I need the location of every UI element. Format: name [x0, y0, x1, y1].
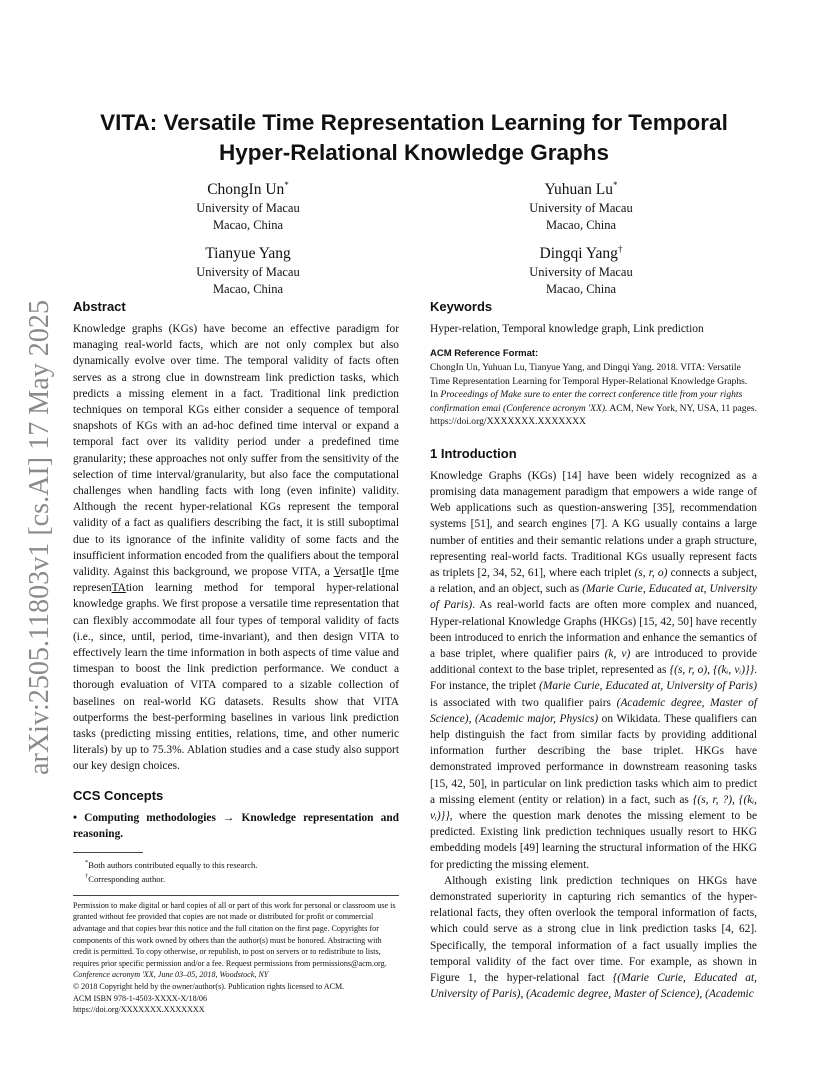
footnotes [73, 852, 258, 885]
footnote-mark: * [85, 859, 89, 867]
ccs-heading: CCS Concepts [73, 787, 164, 803]
arxiv-stamp [4, 300, 66, 775]
conference-line: Conference acronym 'XX, June 03–05, 2018, Woodstock, NY [73, 970, 269, 980]
copyright-line: © 2018 Copyright held by the owner/author(s). Publication rights licensed to ACM. [73, 981, 345, 991]
author-location: Macao, China [545, 281, 617, 296]
acm-reference-venue: Proceedings of Make sure to enter the correct conference title from your rights confirmation emai (Conference acronym 'XX). [430, 389, 743, 414]
author-block [461, 175, 701, 233]
doi-line: https://doi.org/XXXXXXX.XXXXXXX [73, 1005, 205, 1015]
author-name: ChongIn Un [207, 181, 285, 199]
text-run: Knowledge Graphs (KGs) [14] have been widely recognized as a promising data management paradigm that empowers a wide range of Web applications such as question-answering [35], recommendation systems [51], and search engines [7]. A KG usually contains a large number of entities and their semantic relations under a graph structure, representing real-world facts. Traditional KGs usually represent facts as triplets [2, 34, 52, 61], where each triplet [430, 469, 757, 579]
author-name: Yuhuan Lu [544, 181, 613, 199]
keywords-text: Hyper-relation, Temporal knowledge graph, Link prediction [430, 323, 704, 335]
acm-reference-text [430, 361, 757, 429]
author-mark: † [617, 244, 623, 254]
text-run: is associated with two qualifier pairs [430, 696, 617, 709]
acm-reference-publisher: ACM, New York, NY, USA, 11 pages. https://doi.org/XXXXXXX.XXXXXXX [430, 402, 757, 428]
title-line-2: Hyper-Relational Knowledge Graphs [218, 140, 610, 165]
abstract-heading: Abstract [73, 299, 126, 314]
footnote [73, 871, 166, 885]
permission-text: Permission to make digital or hard copies of all or part of this work for personal or classroom use is granted without fee provided that copies are not made or distributed for profit or commercial advantage and that copies bear this notice and the full citation on the first page. Copyrights for components of this work owned by others than the author(s) must be honored. Abstracting with credit is permitted. To copy otherwise, or republish, to post on servers or to redistribute to lists, requires prior specific permission and/or a fee. Request permissions from permissions@acm.org. [73, 900, 396, 968]
italic-run: (s, r, o) [634, 566, 668, 579]
paper-title [70, 108, 758, 168]
isbn-line: ACM ISBN 978-1-4503-XXXX-X/18/06 [73, 993, 207, 1003]
text-run: Although existing link prediction techniques on HKGs have demonstrated superiority in capturing rich semantics of the hyper-relational facts, they often overlook the temporal information of facts, which could serve as a strong clue in link prediction tasks [4, 62]. Specifically, the temporal information of a fact usually implies the temporal validity of the fact over time. For example, as shown in Figure 1, the hyper-relational fact [430, 874, 757, 984]
text-run: . As real-world facts are often more complex and nuanced, Hyper-relational Knowledge Graphs (HKGs) [15, 42, 50] have recently been introduced to enrich the information and enhance the semantics of a base triplet, where qualifier pairs [430, 599, 757, 660]
text-run: on Wikidata. These qualifiers can help distinguish the fact from similar facts by providing additional information further describing the base triplet. HKGs have demonstrated improved performance in downstream reasoning tasks [15, 42, 50], in particular on link prediction tasks which aim to predict a missing element (entity or relation) in a fact, such as [430, 712, 757, 806]
author-affiliation: University of Macau [529, 201, 633, 216]
acm-reference-citation: ChongIn Un, Yuhuan Lu, Tianyue Yang, and Dingqi Yang. 2018. VITA: Versatile Time Representation Learning for Temporal Hyper-Relational Knowledge Graphs. In [430, 362, 748, 401]
author-mark: * [612, 180, 618, 190]
vita-name-part: le t [365, 566, 382, 579]
keywords-heading: Keywords [430, 299, 493, 314]
vita-name-part: me represen [73, 566, 399, 595]
author-location: Macao, China [212, 217, 284, 232]
author-mark: * [284, 180, 289, 190]
text-run: , where the question mark denotes the missing element to be predicted. Existing link prediction techniques usually resort to HKG embedding models [49] learning the structural information of the HKG for predicting the missing element. [430, 809, 757, 871]
author-location: Macao, China [545, 217, 617, 232]
italic-run: (Marie Curie, Educated at, University of Paris) [539, 680, 757, 693]
footnote-mark: † [85, 872, 89, 880]
acm-reference-heading: ACM Reference Format: [430, 348, 539, 360]
italic-run: (Marie Curie, Educated at, University of Paris) [430, 583, 757, 612]
arxiv-stamp-text: arXiv:2505.11803v1 [cs.AI] 17 May 2025 [24, 301, 55, 775]
author-affiliation: University of Macau [529, 265, 633, 280]
text-run: connects a subject, a relation, and an object, such as [430, 566, 757, 596]
author-name: Dingqi Yang [539, 245, 618, 263]
introduction-heading: 1 Introduction [430, 445, 517, 461]
footnote-text: Corresponding author. [88, 873, 166, 884]
italic-run: (Academic degree, Master of Science), (Academic major, Physics) [430, 696, 757, 725]
ccs-concept-item: • Computing methodologies → Knowledge representation and reasoning. [73, 811, 399, 840]
author-name: Tianyue Yang [205, 245, 291, 263]
acm-reference [430, 347, 757, 429]
left-column [73, 298, 399, 1016]
italic-run: (k, v) [604, 647, 631, 660]
author-block [128, 239, 368, 297]
author-affiliation: University of Macau [196, 201, 300, 216]
author-affiliation: University of Macau [196, 265, 300, 280]
introduction-paragraph-1 [430, 468, 757, 873]
vita-name-underlined: I [362, 566, 366, 579]
footnote-text: Both authors contributed equally to this research. [88, 859, 258, 870]
vita-name-underlined: TA [111, 582, 126, 595]
right-column [430, 298, 757, 1002]
title-line-1: VITA: Versatile Time Representation Learning for Temporal [100, 110, 728, 135]
vita-name-underlined: I [381, 566, 386, 579]
author-block [128, 175, 368, 233]
text-run: are introduced to provide additional context to the base triplet, represented as [430, 647, 757, 677]
italic-run: {(Marie Curie, Educated at, University of Paris), (Academic degree, Master of Science), (Academic [430, 972, 758, 1001]
author-block [461, 239, 701, 297]
introduction-paragraph-2 [430, 873, 757, 1003]
vita-name-part: ersat [340, 566, 363, 579]
vita-name-part: tion [125, 582, 144, 595]
text-run: . For instance, the triplet [430, 664, 757, 693]
vita-name-underlined: V [333, 566, 341, 579]
author-location: Macao, China [212, 281, 284, 296]
abstract-text [73, 321, 399, 775]
abstract-text-end: learning method for temporal hyper-relational knowledge graphs. We first propose a versatile time representation that can flexibly accommodate all four types of temporal validity of facts (i.e., since, until, period, time-invariant), and then design VITA to effectively learn the time information in both aspects of time value and timespan to boost the link prediction performance. We conduct a thorough evaluation of VITA compared to a sizable collection of baselines on real-world KG datasets. Results show that VITA outperforms the best-performing baselines in various link prediction tasks (predicting missing entities, relations, time, and other numeric literals) by up to 75.3%. Ablation studies and a case study also support our key design choices. [73, 582, 399, 773]
permission-block [73, 895, 399, 1016]
abstract-text-start: Knowledge graphs (KGs) have become an effective paradigm for managing real-world facts, which are not only complex but also dynamically evolve over time. The temporal validity of facts often serves as a strong clue in downstream link prediction tasks, which predicts a missing element in a fact. Traditional link prediction techniques on temporal KGs either consider a sequence of temporal snapshots of KGs with an ad-hoc defined time interval or expand a temporal fact over its validity period under a predefined time granularity; these approaches not only suffer from the sensitivity of the selection of time interval/granularity, but also face the computational challenges when handling facts with long (even infinite) validity. Although the recent hyper-relational KGs represent the temporal validity of a fact as qualifiers describing the fact, it is still suboptimal due to its ignorance of the infinite validity of some facts and the insufficient information encoded from the qualifiers about the temporal validity. Against this background, we propose VITA, a [73, 323, 399, 579]
italic-run: {(s, r, o), {(kᵢ, vᵢ)}} [669, 664, 755, 677]
footnote [73, 857, 258, 871]
italic-run: {(s, r, ?), {(kᵢ, vᵢ)}} [430, 793, 757, 822]
